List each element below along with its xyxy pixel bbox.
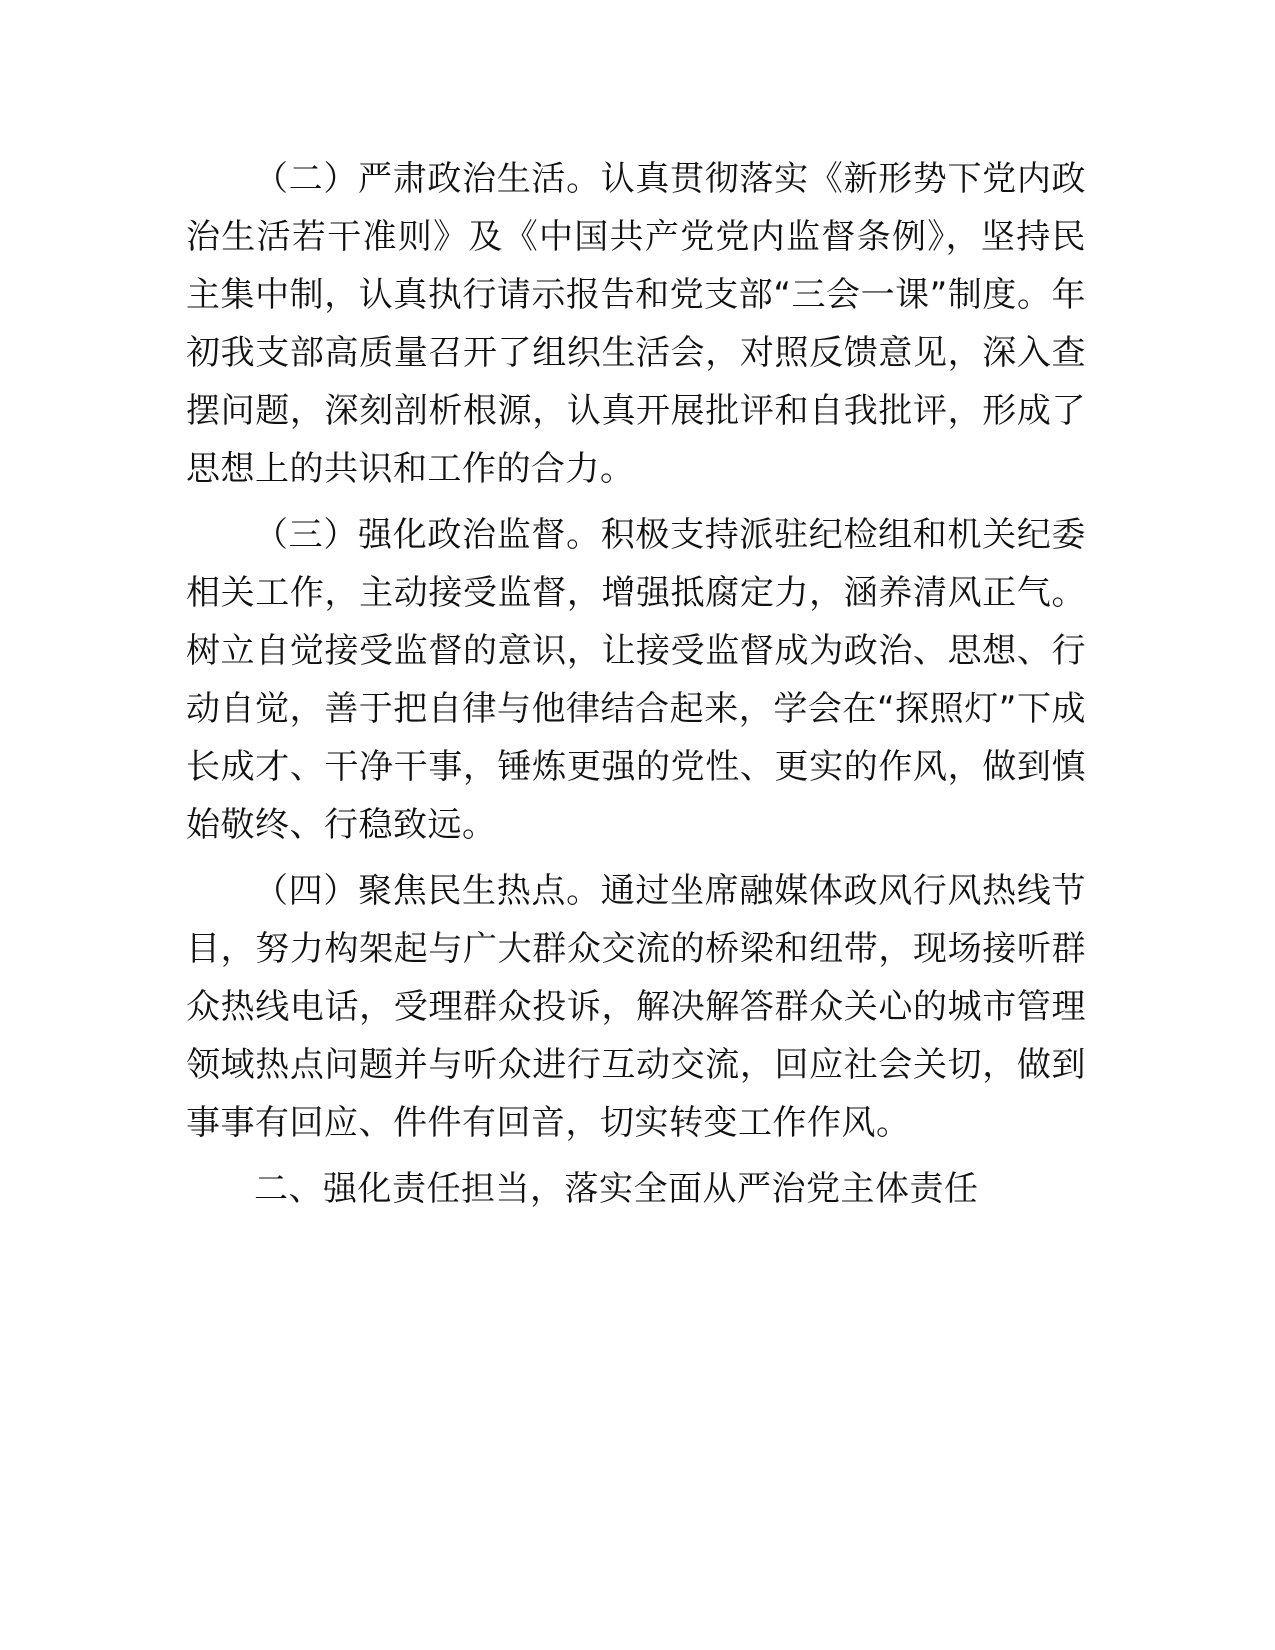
paragraph-livelihood-hotspots: （四）聚焦民生热点。通过坐席融媒体政风行风热线节目，努力构架起与广大群众交流的桥梁和纽带，现场接听群众热线电话，受理群众投诉，解决解答群众关心的城市管理领域热点问题并与听众进行互动交流，回应社会关切，做到事事有回应、件件有回音，切实转变工作作风。 <box>186 871 1086 1143</box>
paragraph-political-life: （二）严肃政治生活。认真贯彻落实《新形势下党内政治生活若干准则》及《中国共产党党内监督条例》，坚持民主集中制，认真执行请示报告和党支部“三会一课”制度。年初我支部高质量召开了组织生活会，对照反馈意见，深入查摆问题，深刻剖析根源，认真开展批评和自我批评，形成了思想上的共识和工作的合力。 <box>186 159 1086 489</box>
document-body <box>186 150 1086 1218</box>
paragraph-political-supervision: （三）强化政治监督。积极支持派驻纪检组和机关纪委相关工作，主动接受监督，增强抵腐定力，涵养清风正气。树立自觉接受监督的意识，让接受监督成为政治、思想、行动自觉，善于把自律与他律结合起来，学会在“探照灯”下成长成才、干净干事，锤炼更强的党性、更实的作风，做到慎始敬终、行稳致远。 <box>186 515 1086 845</box>
section-heading: 二、强化责任担当，落实全面从严治党主体责任 <box>254 1169 979 1209</box>
